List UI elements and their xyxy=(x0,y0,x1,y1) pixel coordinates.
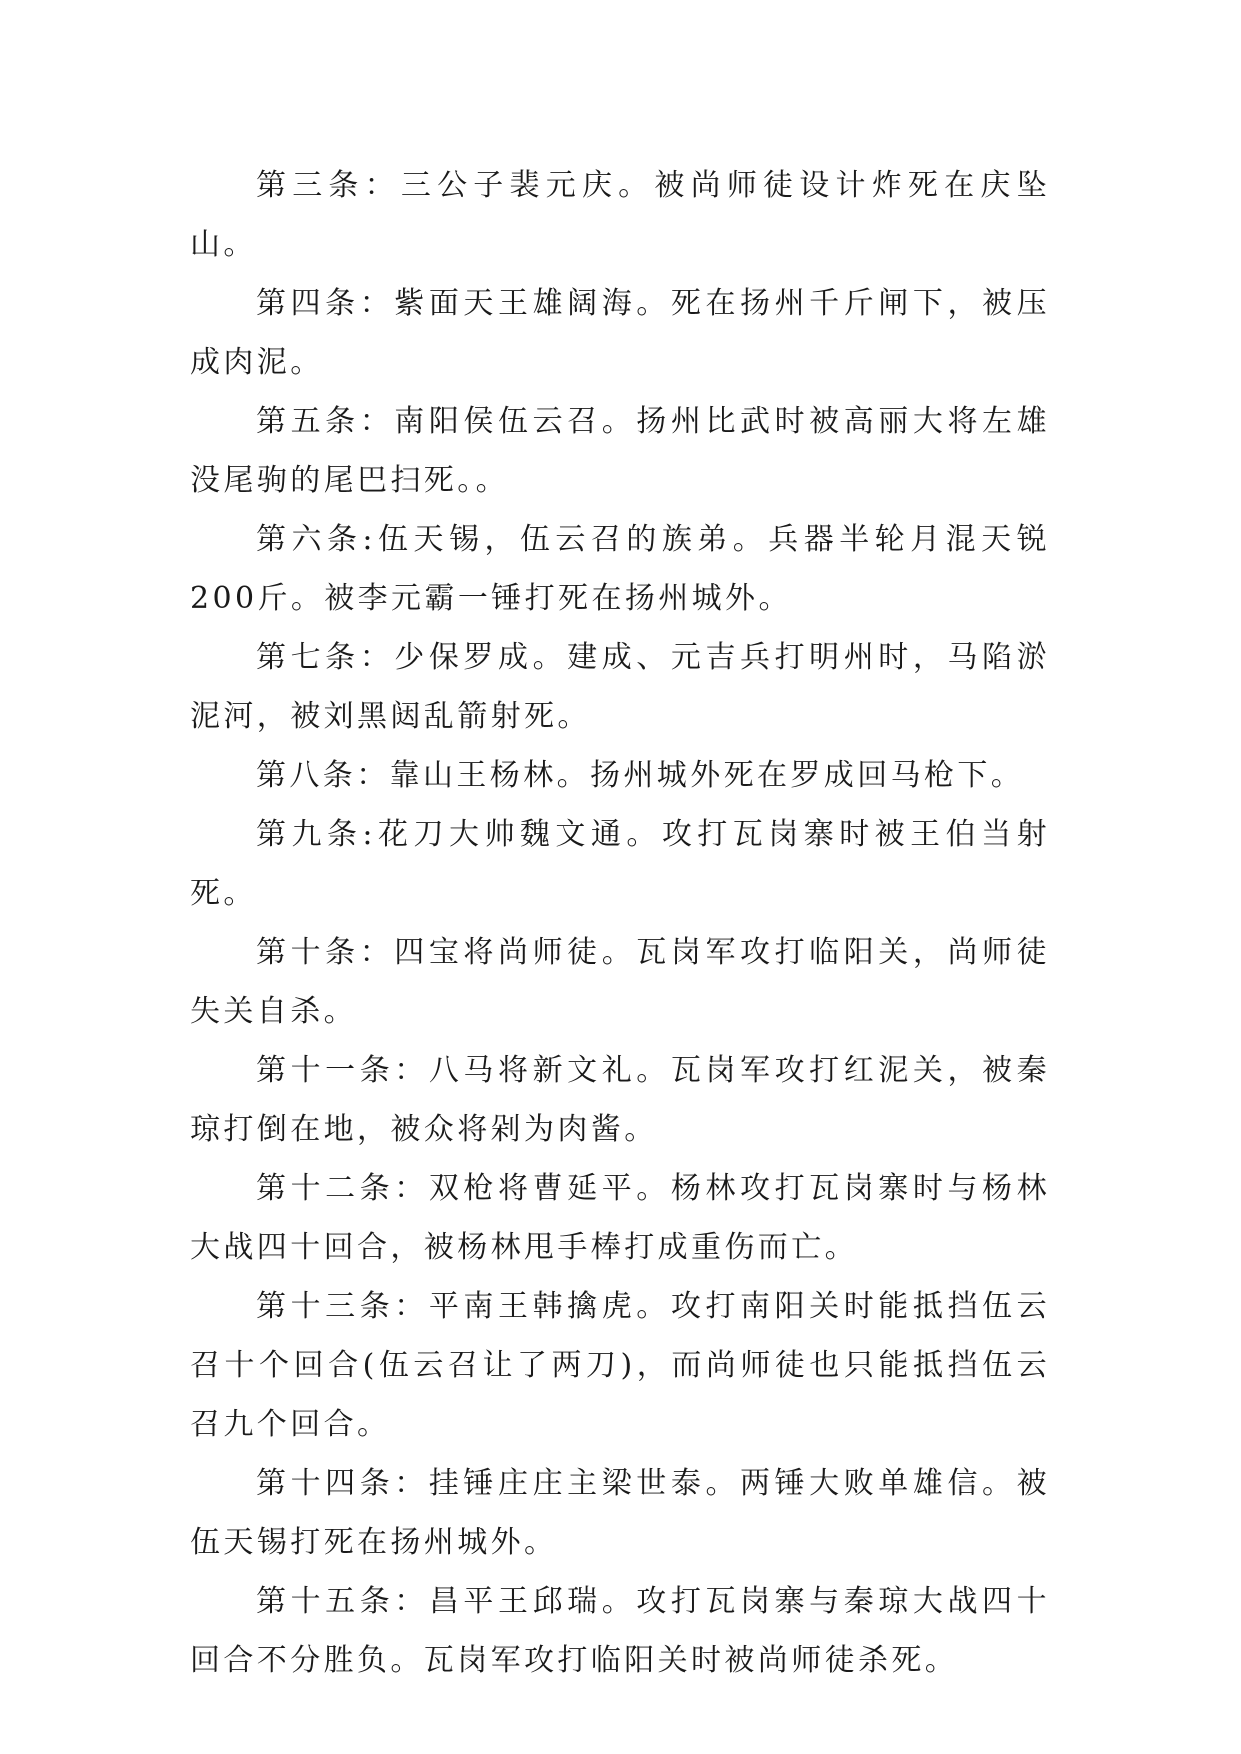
paragraph-article-5: 第五条：南阳侯伍云召。扬州比武时被高丽大将左雄没尾驹的尾巴扫死。。 xyxy=(190,404,1050,498)
paragraph-article-10: 第十条：四宝将尚师徒。瓦岗军攻打临阳关，尚师徒失关自杀。 xyxy=(190,935,1050,1029)
paragraph-article-6: 第六条:伍天锡，伍云召的族弟。兵器半轮月混天锐200斤。被李元霸一锤打死在扬州城外。 xyxy=(190,522,1050,616)
paragraph-article-12: 第十二条：双枪将曹延平。杨林攻打瓦岗寨时与杨林大战四十回合，被杨林甩手棒打成重伤而亡。 xyxy=(190,1171,1050,1265)
paragraph-article-13: 第十三条：平南王韩擒虎。攻打南阳关时能抵挡伍云召十个回合(伍云召让了两刀)，而尚师徒也只能抵挡伍云召九个回合。 xyxy=(190,1289,1050,1442)
paragraph-article-11: 第十一条：八马将新文礼。瓦岗军攻打红泥关，被秦琼打倒在地，被众将剁为肉酱。 xyxy=(190,1053,1050,1147)
paragraph-article-14: 第十四条：挂锤庄庄主梁世泰。两锤大败单雄信。被伍天锡打死在扬州城外。 xyxy=(190,1466,1050,1560)
paragraph-article-7: 第七条：少保罗成。建成、元吉兵打明州时，马陷淤泥河，被刘黑闼乱箭射死。 xyxy=(190,640,1050,734)
paragraph-article-15: 第十五条：昌平王邱瑞。攻打瓦岗寨与秦琼大战四十回合不分胜负。瓦岗军攻打临阳关时被尚师徒杀死。 xyxy=(190,1584,1050,1678)
paragraph-article-3: 第三条：三公子裴元庆。被尚师徒设计炸死在庆坠山。 xyxy=(190,168,1050,262)
paragraph-article-8: 第八条：靠山王杨林。扬州城外死在罗成回马枪下。 xyxy=(256,758,1025,793)
document-body xyxy=(190,156,1050,1690)
paragraph-article-4: 第四条：紫面天王雄阔海。死在扬州千斤闸下，被压成肉泥。 xyxy=(190,286,1050,380)
paragraph-article-9: 第九条:花刀大帅魏文通。攻打瓦岗寨时被王伯当射死。 xyxy=(190,817,1050,911)
